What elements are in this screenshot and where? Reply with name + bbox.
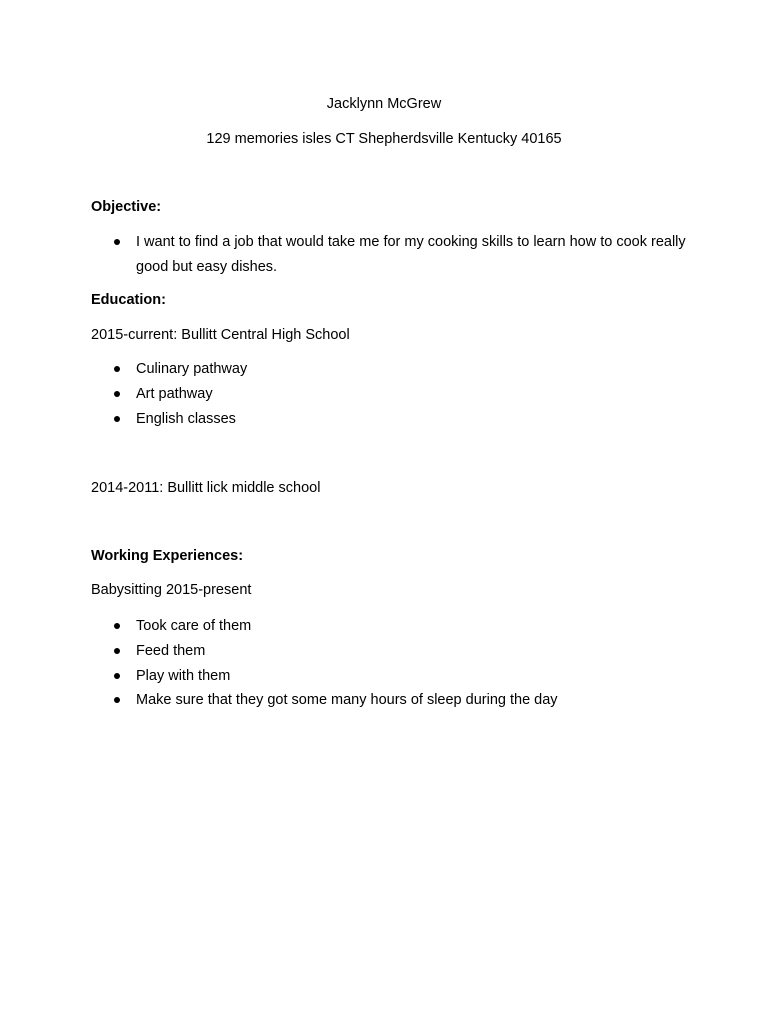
list-item — [91, 664, 558, 689]
bullet-icon — [114, 366, 120, 372]
experience-heading: Working Experiences: — [91, 548, 244, 564]
list-item — [91, 614, 558, 639]
list-item — [91, 357, 247, 382]
bullet-icon — [114, 239, 120, 245]
list-item — [91, 407, 247, 432]
education-entry-high-school: 2015-current: Bullitt Central High School — [91, 327, 350, 343]
list-item-text: Culinary pathway — [136, 361, 248, 377]
bullet-icon — [114, 416, 120, 422]
list-item — [91, 639, 558, 664]
list-item — [91, 688, 558, 713]
experience-entry-babysitting: Babysitting 2015-present — [91, 582, 252, 598]
bullet-icon — [114, 648, 120, 654]
education-heading: Education: — [91, 292, 166, 308]
education-entry-middle-school: 2014-2011: Bullitt lick middle school — [91, 480, 321, 496]
experience-babysitting-list — [91, 614, 558, 713]
list-item — [91, 230, 696, 280]
list-item-text: Make sure that they got some many hours of sleep during the day — [136, 692, 558, 709]
list-item-text: Art pathway — [136, 385, 213, 402]
list-item-text: Feed them — [136, 642, 206, 659]
bullet-icon — [114, 623, 120, 629]
list-item-text: Play with them — [136, 667, 231, 684]
list-item — [91, 382, 247, 407]
bullet-icon — [114, 391, 120, 397]
education-high-school-list — [91, 357, 247, 431]
list-item-text: Took care of them — [136, 618, 252, 634]
objective-text: I want to find a job that would take me for my cooking skills to learn how to cook really good but easy dishes. — [136, 234, 686, 275]
resume-name: Jacklynn McGrew — [326, 96, 442, 112]
resume-address: 129 memories isles CT Shepherdsville Kentucky 40165 — [206, 131, 562, 147]
list-item-text: English classes — [136, 410, 236, 427]
bullet-icon — [114, 697, 120, 703]
objective-list — [91, 230, 696, 280]
bullet-icon — [114, 673, 120, 679]
objective-heading: Objective: — [91, 199, 162, 215]
